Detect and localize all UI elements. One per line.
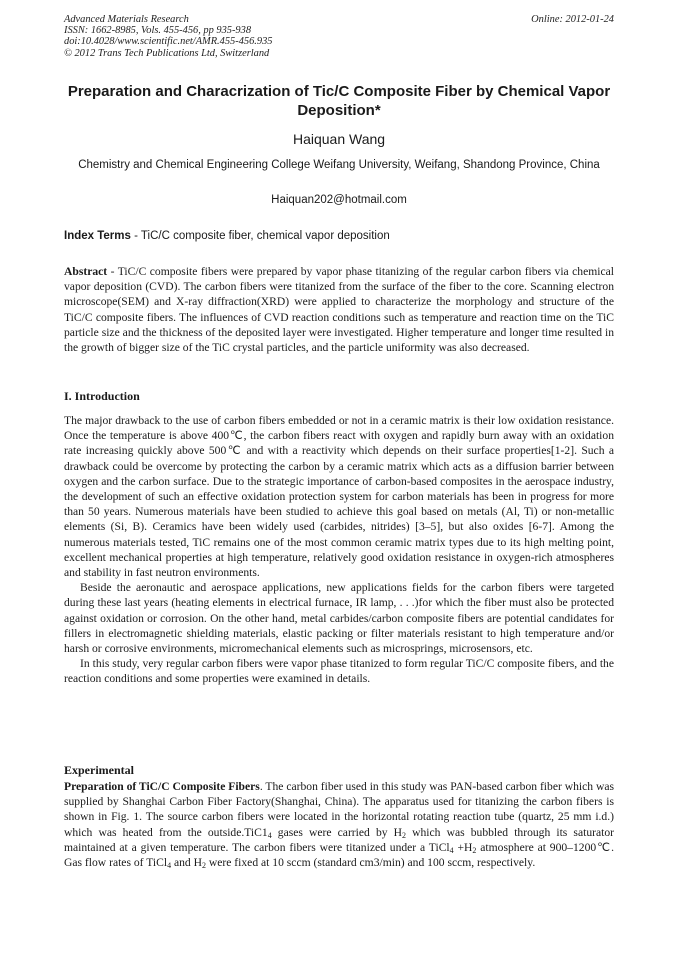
author-affiliation: Chemistry and Chemical Engineering College Weifang University, Weifang, Shandong Province, China	[78, 159, 600, 171]
paper-title: Preparation and Characrization of Tic/C Composite Fiber by Chemical Vapor Deposition*	[67, 83, 611, 119]
copyright-line: © 2012 Trans Tech Publications Ltd, Switzerland	[64, 47, 270, 59]
issn-line: ISSN: 1662-8985, Vols. 455-456, pp 935-938	[64, 25, 252, 37]
index-terms-label: Index Terms	[64, 230, 131, 242]
section-heading-introduction: I. Introduction	[64, 389, 140, 403]
author-email: Haiquan202@hotmail.com	[271, 194, 407, 206]
intro-paragraph: In this study, very regular carbon fibers were vapor phase titanized to form regular TiC/C composite fibers, and the reaction conditions and some properties were examined in details.	[64, 657, 614, 686]
experimental-paragraph: Preparation of TiC/C Composite Fibers. The carbon fiber used in this study was PAN-based carbon fiber which was supplied by Shanghai Carbon Fiber Factory(Shanghai, China). The apparatus used for titanizing the carbon fibers is shown in Fig. 1. The source carbon fibers were located in the horizontal rotating reaction tube (quartz, 25 mm i.d.) which was heated from the $outside.TiC1_4$ gases were carried by $H_2$ which was bubbled through its saturator maintained at a given temperature. The carbon fibers were titanized under a TiCl$_4$ $+H_2$ atmosphere at 900–1200℃. Gas flow rates of TiCl$_4$ and $H_2$ were fixed at 10 sccm (standard cm3/min) and 100 sccm, respectively.	[64, 780, 614, 871]
index-terms-text: - TiC/C composite fiber, chemical vapor deposition	[130, 230, 390, 242]
introduction-body	[64, 413, 614, 687]
online-date: Online: 2012-01-24	[531, 14, 614, 25]
doi-line: doi:10.4028/www.scientific.net/AMR.455-456.935	[64, 36, 273, 48]
section-heading-experimental: Experimental	[64, 763, 134, 777]
abstract-label: Abstract	[64, 265, 108, 278]
abstract	[64, 264, 614, 355]
experimental-body	[64, 779, 614, 870]
experimental-subheading: Preparation of TiC/C Composite Fibers	[64, 780, 260, 793]
author-name: Haiquan Wang	[292, 131, 386, 147]
abstract-text: - TiC/C composite fibers were prepared by vapor phase titanizing of the regular carbon fibers via chemical vapor deposition (CVD). The carbon fibers were titanized from the surface of the fiber to the core. Scanning electron microscope(SEM) and X-ray diffraction(XRD) were applied to characterize the morphology and structure of the TiC/C composite fibers. The influences of CVD reaction conditions such as temperature and reaction time on the TiC particle size and the thickness of the deposited layer were investigated. Higher temperature and longer time resulted in the growth of bigger size of the TiC crystal particles, and the particle uniformity was also decreased.	[64, 265, 614, 355]
index-terms	[64, 229, 614, 244]
intro-paragraph: Beside the aeronautic and aerospace applications, new applications fields for the carbon fibers were targeted during these last years (heating elements in electrical furnace, IR lamp, . . .)for which the fiber must also be protected against oxidation or corrosion. On the other hand, metal carbides/carbon composite fibers are potential candidates for fillers in electromagnetic shielding materials, elastic packing or filter materials resistant to high temperature and/or harsh or corrosive environments, micromechanical elements such as microsprings, microsensors, etc.	[64, 581, 614, 656]
intro-paragraph: The major drawback to the use of carbon fibers embedded or not in a ceramic matrix is their low oxidation resistance. Once the temperature is above 400℃, the carbon fibers react with oxygen and rapidly burn away with an oxidation rate increasing quickly above 500℃ and with a reactivity which depends on their surface properties[1-2]. Such a drawback could be overcome by protecting the carbon by a ceramic matrix which acts as a diffusion barrier between oxygen and the carbon surface. Due to the strategic importance of carbon-based composites in the aerospace industry, the development of such an effective oxidation protection system for carbon materials has been in progress for more than 50 years. Numerous materials have been studied to achieve this goal based on metals (Al, Ti) or non-metallic elements (Si, B). Ceramics have been widely used (carbides, nitrides) [3–5], but also oxides [6-7]. Among the numerous materials tested, TiC remains one of the most common ceramic matrix types due to its high melting point, excellent mechanical properties at high temperature, relatively good oxidation resistance in oxygen-rich atmospheres and stability in fast neutron environments.	[64, 414, 614, 580]
journal-header	[64, 14, 272, 59]
journal-name: Advanced Materials Research	[64, 14, 189, 25]
